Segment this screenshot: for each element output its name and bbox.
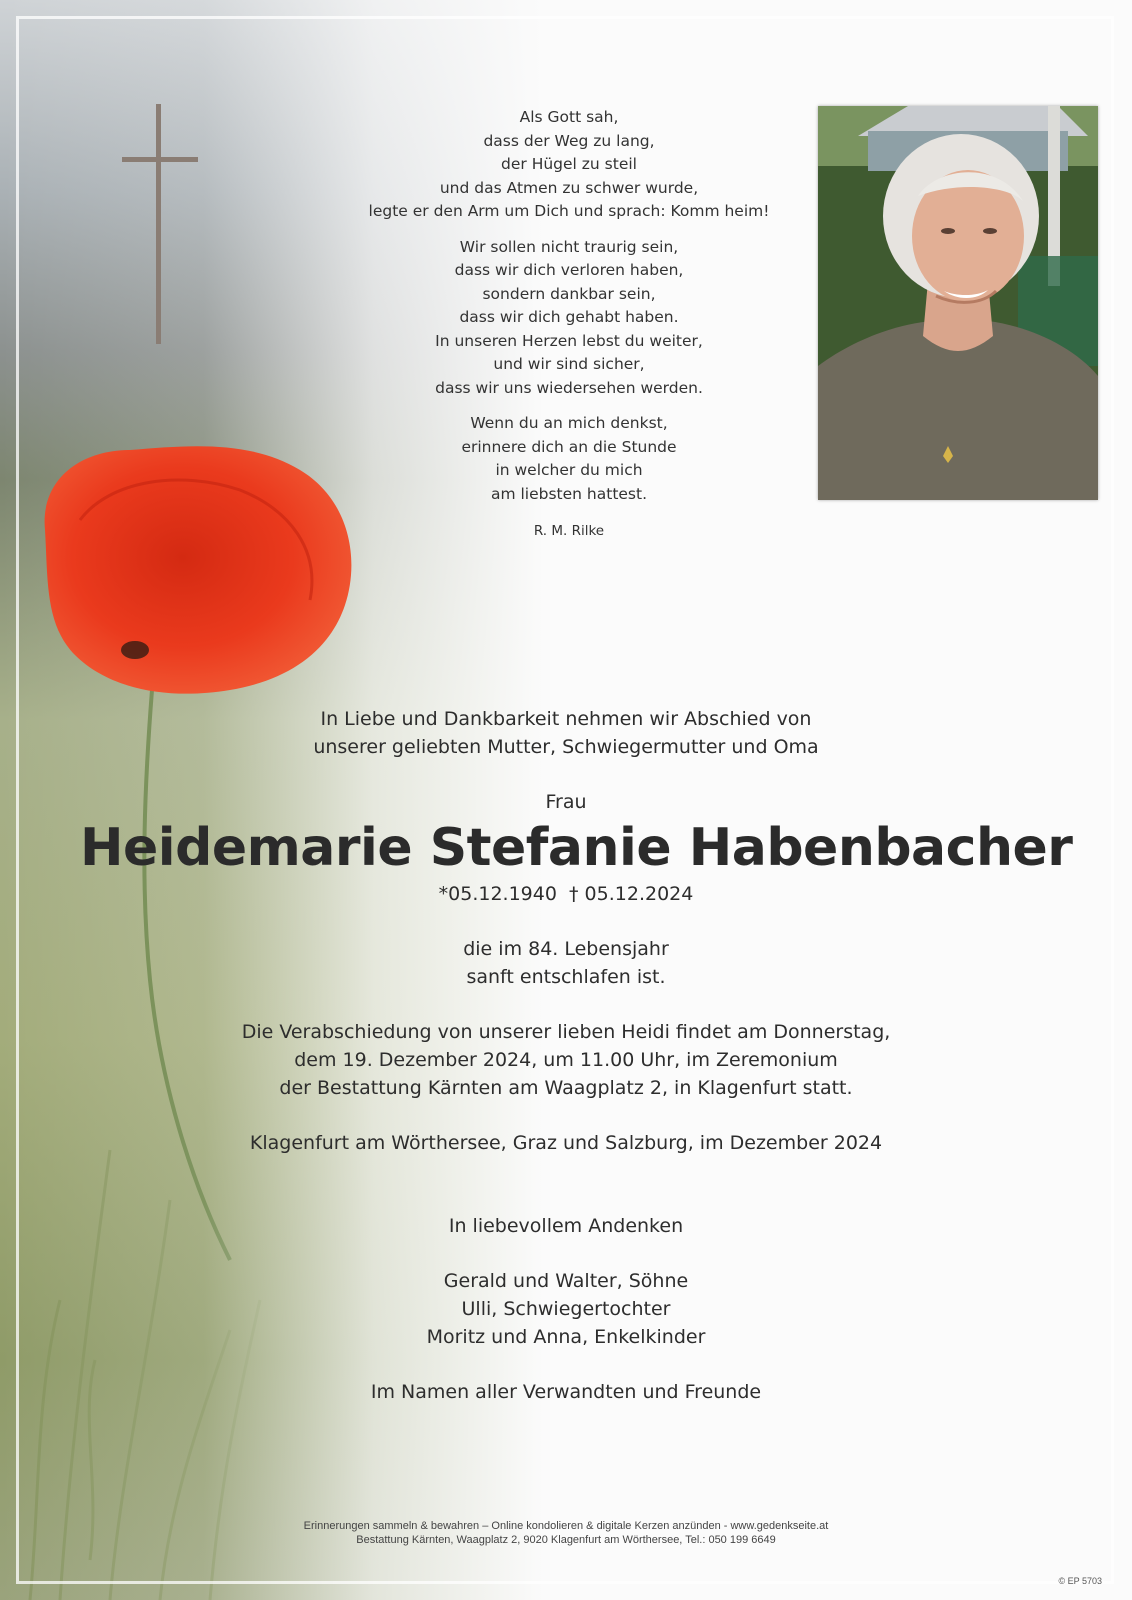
- place-date: Klagenfurt am Wörthersee, Graz und Salzburg, im Dezember 2024: [249, 1132, 883, 1154]
- age-line: die im 84. Lebensjahr: [463, 938, 669, 960]
- life-dates: *05.12.1940 † 05.12.2024: [438, 883, 694, 905]
- poem: [350, 106, 788, 544]
- intro-line: unserer geliebten Mutter, Schwiegermutter und Oma: [313, 736, 819, 758]
- death-notice: [80, 705, 1073, 1406]
- footer-line-1: Erinnerungen sammeln & bewahren – Online kondolieren & digitale Kerzen anzünden - www.gedenkseite.at: [303, 1520, 829, 1532]
- ceremony-line: der Bestattung Kärnten am Waagplatz 2, in Klagenfurt statt.: [279, 1077, 853, 1099]
- reference-code: © EP 5703: [1058, 1576, 1102, 1586]
- poem-stanza-3: Wenn du an mich denkst, erinnere dich an die Stunde in welcher du mich am liebsten hattest.: [461, 414, 677, 503]
- footer-line-2: Bestattung Kärnten, Waagplatz 2, 9020 Klagenfurt am Wörthersee, Tel.: 050 199 6649: [356, 1534, 776, 1546]
- memory-line: In liebevollem Andenken: [448, 1215, 684, 1237]
- poem-author: R. M. Rilke: [533, 523, 605, 539]
- latin-cross-icon: [122, 104, 198, 344]
- family-line: Ulli, Schwiegertochter: [461, 1298, 671, 1320]
- ceremony-line: Die Verabschiedung von unserer lieben Heidi findet am Donnerstag,: [241, 1021, 891, 1043]
- family-line: Moritz und Anna, Enkelkinder: [426, 1326, 706, 1348]
- salutation: Frau: [545, 791, 587, 813]
- age-line: sanft entschlafen ist.: [466, 966, 666, 988]
- relatives-line: Im Namen aller Verwandten und Freunde: [370, 1381, 762, 1403]
- intro-line: In Liebe und Dankbarkeit nehmen wir Abschied von: [320, 708, 812, 730]
- poem-stanza-2: Wir sollen nicht traurig sein, dass wir dich verloren haben, sondern dankbar sein, dass wir dich gehabt haben. In unseren Herzen lebst du weiter, und wir sind sicher, dass wir uns wiedersehen werden.: [435, 237, 703, 397]
- ceremony-line: dem 19. Dezember 2024, um 11.00 Uhr, im Zeremonium: [294, 1049, 838, 1071]
- family-line: Gerald und Walter, Söhne: [443, 1270, 689, 1292]
- poem-stanza-1: Als Gott sah, dass der Weg zu lang, der Hügel zu steil und das Atmen zu schwer wurde, legte er den Arm um Dich und sprach: Komm heim!: [368, 108, 770, 220]
- deceased-name: Heidemarie Stefanie Habenbacher: [80, 818, 1073, 878]
- portrait-photo: [818, 106, 1098, 500]
- footer: [200, 1519, 932, 1547]
